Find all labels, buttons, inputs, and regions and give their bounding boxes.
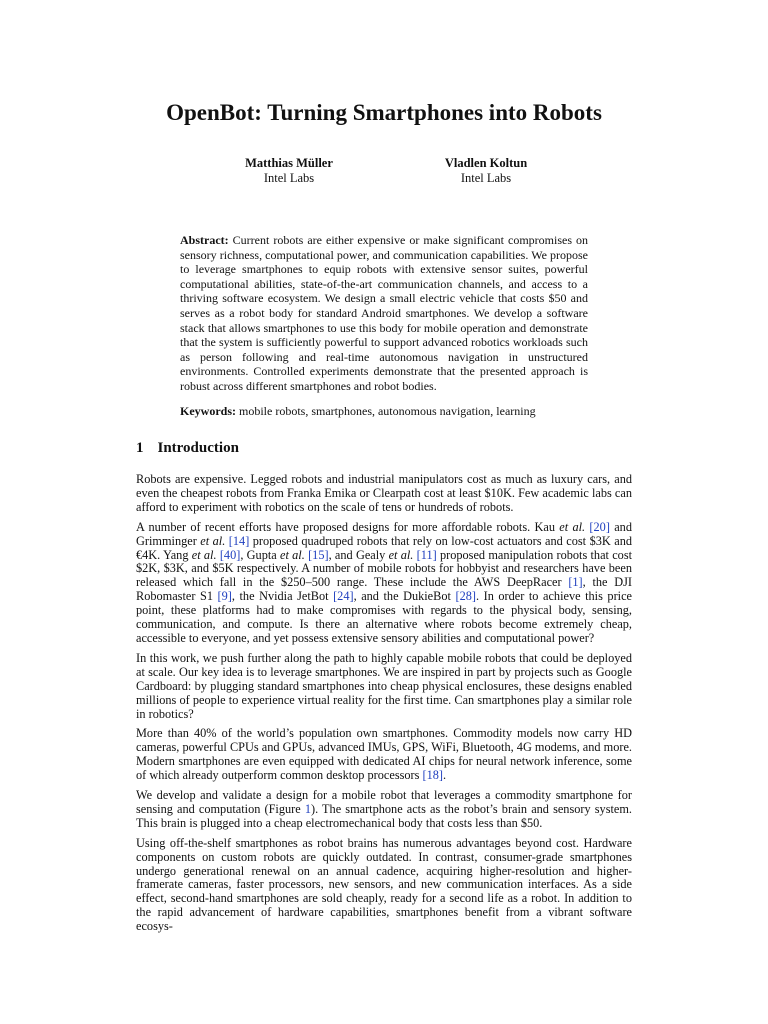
author-name: Matthias Müller xyxy=(245,156,333,170)
paragraph: Using off-the-shelf smartphones as robot brains has numerous advantages beyond cost. Hardware components on custom robots are quickly outdated. In contrast, consumer-grade smartphones undergo generational renewal on an annual cadence, acquiring higher-resolution and higher-framerate cameras, faster processors, new sensors, and new communication interfaces. As a side effect, second-hand smartphones are sold cheaply, ready for a second life as a robot. In addition to the rapid advancement of hardware capabilities, smartphones benefit from a vibrant software ecosys- xyxy=(136,835,632,934)
text-run: A number of recent efforts have proposed designs for more affordable robots. Kau xyxy=(136,519,560,534)
abstract-text: Current robots are either expensive or make significant compromises on sensory richness, computational power, and communication capabilities. We propose to leverage smartphones to equip robots with extensive sensor suites, powerful computational abilities, state-of-the-art communication channels, and access to a thriving software ecosystem. We design a small electric vehicle that costs $50 and serves as a robot body for standard Android smartphones. We develop a software stack that allows smartphones to use this body for mobile operation and demonstrate that the system is sufficiently powerful to support advanced robotics workloads such as person following and real-time autonomous navigation in unstructured environments. Controlled experiments demonstrate that the presented approach is robust across different smartphones and robot bodies. xyxy=(180,233,589,393)
author-block xyxy=(386,156,586,186)
author-name: Vladlen Koltun xyxy=(444,156,528,170)
paragraph: In this work, we push further along the path to highly capable mobile robots that could be deployed at scale. Our key idea is to leverage smartphones. We are inspired in part by projects such as Google Cardboard: by plugging standard smartphones into cheap physical enclosures, these designs enabled millions of people to experience virtual reality for the first time. Can smartphones play a similar role in robotics? xyxy=(136,650,632,721)
citation-link[interactable]: [28] xyxy=(455,589,476,604)
text-run: , Gupta xyxy=(240,547,280,562)
abstract xyxy=(180,233,588,394)
body-text xyxy=(136,473,632,940)
figure-reference-link[interactable]: 1 xyxy=(304,801,311,816)
et-al: et al. xyxy=(388,547,414,562)
citation-link[interactable]: [15] xyxy=(308,547,329,562)
text-run: and Grimminger xyxy=(136,519,632,548)
et-al: et al. xyxy=(191,547,217,562)
text-run: proposed manipulation robots that cost $2K, $3K, and $5K respectively. A number of mobile robots for hobbyist and researchers have been released which fall in the $250–500 range. These include the AWS DeepRacer xyxy=(136,547,633,590)
citation-link[interactable]: [24] xyxy=(333,589,354,604)
text-run: . In order to achieve this price point, these platforms had to make compromises with regards to the physical body, sensing, communication, and compute. Is there an alternative where robots become extremely cheap, accessible to everyone, and yet possess extensive sensory abilities and computational power? xyxy=(136,589,633,645)
citation-link[interactable]: [9] xyxy=(217,589,232,604)
text-run: , and Gealy xyxy=(328,547,389,562)
text-run: We develop and validate a design for a mobile robot that leverages a commodity smartphone for sensing and computation (Figure xyxy=(136,788,632,816)
section-title: Introduction xyxy=(157,440,239,456)
et-al: et al. xyxy=(559,519,586,534)
author-affiliation: Intel Labs xyxy=(263,171,315,185)
abstract-label: Abstract: xyxy=(180,233,229,247)
keywords xyxy=(180,404,588,419)
text-run: proposed quadruped robots that rely on low-cost actuators and cost $3K and €4K. Yang xyxy=(136,533,632,562)
text-run: ). The smartphone acts as the robot’s brain and sensory system. This brain is plugged into a cheap electromechanical body that costs less than $50. xyxy=(136,801,632,830)
text-run: , the Nvidia JetBot xyxy=(231,589,334,604)
paragraph xyxy=(136,521,632,646)
citation-link[interactable]: [14] xyxy=(228,533,250,548)
citation-link[interactable]: [40] xyxy=(219,547,241,562)
paragraph xyxy=(136,789,632,831)
text-run: More than 40% of the world’s population own smartphones. Commodity models now carry HD cameras, powerful CPUs and GPUs, advanced IMUs, GPS, WiFi, Bluetooth, 4G modems, and more. Modern smartphones are even equipped with dedicated AI chips for neural network inference, some of which already outperform common desktop processors xyxy=(136,726,632,783)
author-affiliation: Intel Labs xyxy=(460,171,512,185)
keywords-text: mobile robots, smartphones, autonomous navigation, learning xyxy=(239,404,536,418)
citation-link[interactable]: [20] xyxy=(589,519,610,534)
text-run: , the DJI Robomaster S1 xyxy=(136,575,632,604)
paragraph xyxy=(136,727,632,783)
text-run: . xyxy=(443,768,447,783)
text-run: , and the DukieBot xyxy=(353,589,456,604)
author-block xyxy=(189,156,389,186)
section-heading xyxy=(136,440,239,457)
citation-link[interactable]: [1] xyxy=(568,575,583,590)
section-number: 1 xyxy=(136,440,144,456)
citation-link[interactable]: [11] xyxy=(416,547,437,562)
paper-title: OpenBot: Turning Smartphones into Robots xyxy=(166,100,602,125)
keywords-label: Keywords: xyxy=(180,404,236,418)
et-al: et al. xyxy=(280,547,305,562)
citation-link[interactable]: [18] xyxy=(422,768,444,783)
et-al: et al. xyxy=(200,533,226,548)
paragraph: Robots are expensive. Legged robots and industrial manipulators cost as much as luxury cars, and even the cheapest robots from Franka Emika or Clearpath cost at least $10K. Few academic labs can afford to experiment with robotics on the scale of tens or hundreds of robots. xyxy=(136,472,632,514)
